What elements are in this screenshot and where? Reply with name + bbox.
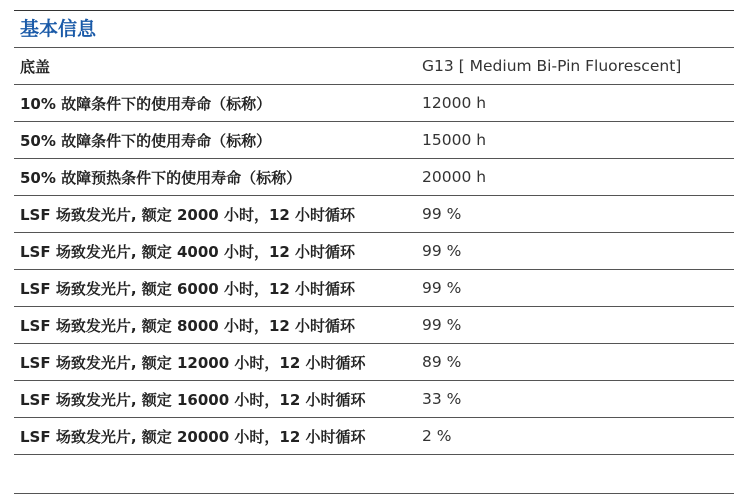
section-title: 基本信息 bbox=[14, 11, 734, 48]
spec-label: LSF 场致发光片, 额定 20000 小时，12 小时循环 bbox=[14, 418, 420, 455]
spec-value: 15000 h bbox=[420, 122, 734, 159]
spec-label: LSF 场致发光片, 额定 16000 小时，12 小时循环 bbox=[14, 381, 420, 418]
spec-value: 99 % bbox=[420, 307, 734, 344]
bottom-divider bbox=[14, 493, 734, 494]
spec-sheet bbox=[14, 10, 734, 455]
spec-row-life-10 bbox=[14, 85, 734, 122]
spec-row-lsf-6000 bbox=[14, 270, 734, 307]
spec-label: LSF 场致发光片, 额定 4000 小时，12 小时循环 bbox=[14, 233, 420, 270]
spec-label: 底盖 bbox=[14, 48, 420, 85]
spec-value: 99 % bbox=[420, 196, 734, 233]
spec-row-cap bbox=[14, 48, 734, 85]
spec-row-life-50 bbox=[14, 122, 734, 159]
spec-value: 20000 h bbox=[420, 159, 734, 196]
spec-value: 99 % bbox=[420, 233, 734, 270]
spec-row-lsf-20000 bbox=[14, 418, 734, 455]
spec-label: 10% 故障条件下的使用寿命（标称） bbox=[14, 85, 420, 122]
spec-row-life-50-preheat bbox=[14, 159, 734, 196]
spec-label: LSF 场致发光片, 额定 8000 小时，12 小时循环 bbox=[14, 307, 420, 344]
spec-value: 89 % bbox=[420, 344, 734, 381]
spec-row-lsf-2000 bbox=[14, 196, 734, 233]
spec-row-lsf-4000 bbox=[14, 233, 734, 270]
spec-row-lsf-12000 bbox=[14, 344, 734, 381]
spec-table bbox=[14, 48, 734, 455]
spec-row-lsf-8000 bbox=[14, 307, 734, 344]
spec-value: G13 [ Medium Bi-Pin Fluorescent] bbox=[420, 48, 734, 85]
spec-value: 99 % bbox=[420, 270, 734, 307]
spec-label: LSF 场致发光片, 额定 6000 小时，12 小时循环 bbox=[14, 270, 420, 307]
spec-label: 50% 故障条件下的使用寿命（标称） bbox=[14, 122, 420, 159]
spec-row-lsf-16000 bbox=[14, 381, 734, 418]
spec-label: 50% 故障预热条件下的使用寿命（标称） bbox=[14, 159, 420, 196]
spec-value: 33 % bbox=[420, 381, 734, 418]
spec-value: 12000 h bbox=[420, 85, 734, 122]
spec-label: LSF 场致发光片, 额定 12000 小时，12 小时循环 bbox=[14, 344, 420, 381]
spec-label: LSF 场致发光片, 额定 2000 小时，12 小时循环 bbox=[14, 196, 420, 233]
spec-value: 2 % bbox=[420, 418, 734, 455]
